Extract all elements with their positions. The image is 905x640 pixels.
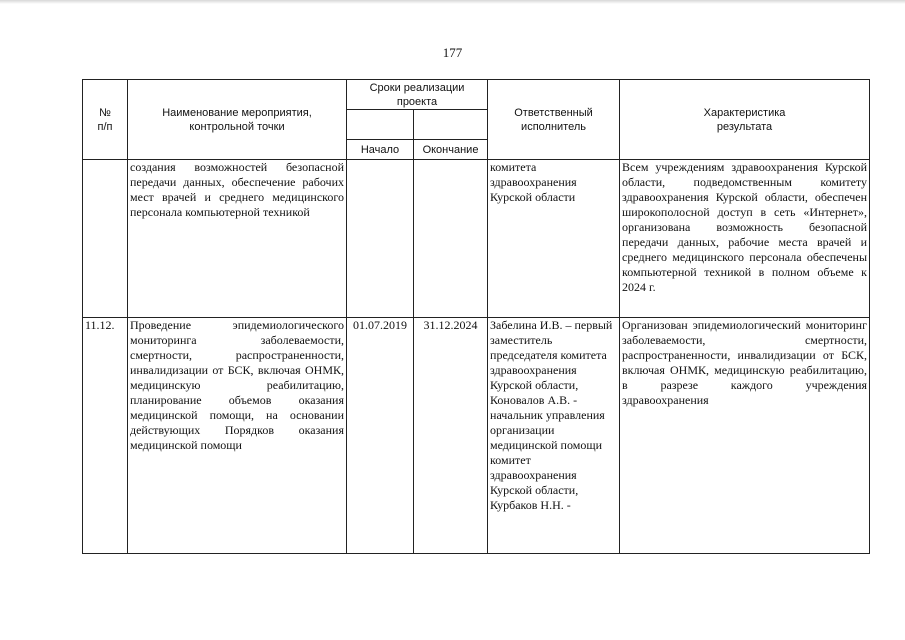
row-end-date: 31.12.2024 xyxy=(414,318,488,554)
row-number: 11.12. xyxy=(83,318,128,554)
header-number: № п/п xyxy=(83,80,128,160)
header-terms-spacer-start xyxy=(347,110,414,140)
header-result: Характеристика результата xyxy=(620,80,870,160)
page-number: 177 xyxy=(442,45,463,60)
header-activity-name: Наименование мероприятия, контрольной точки xyxy=(128,80,347,160)
row-activity-name: создания возможностей безопасной передачи данных, обеспечение рабочих мест врачей и среднего медицинского персонала компьютерной техникой xyxy=(128,160,347,318)
header-responsible: Ответственный исполнитель xyxy=(488,80,620,160)
top-rule xyxy=(0,0,905,4)
row-start-date xyxy=(347,160,414,318)
table-row xyxy=(83,318,870,554)
header-end: Окончание xyxy=(414,140,488,160)
row-number xyxy=(83,160,128,318)
table-row xyxy=(83,160,870,318)
header-terms-spacer-end xyxy=(414,110,488,140)
row-activity-name: Проведение эпидемиологического мониторинга заболеваемости, смертности, распространенности, инвалидизации от БСК, включая ОНМК, медицинскую реабилитацию, планирование объемов оказания медицинской помощи, на основании действующих Порядков оказания медицинской помощи xyxy=(128,318,347,554)
row-start-date: 01.07.2019 xyxy=(347,318,414,554)
row-responsible: комитета здравоохранения Курской области xyxy=(488,160,620,318)
header-start: Начало xyxy=(347,140,414,160)
row-responsible: Забелина И.В. – первый заместитель председателя комитета здравоохранения Курской области, Коновалов А.В. - начальник управления организации медицинской помощи комитет здравоохранения Курской области, Курбаков Н.Н. - xyxy=(488,318,620,554)
row-result: Всем учреждениям здравоохранения Курской области, подведомственным комитету здравоохранения Курской области, обеспечен широкополосной доступ в сеть «Интернет», организована возможность безопасной передачи данных, рабочие места врачей и среднего медицинского персонала обеспечены компьютерной техникой в полном объеме к 2024 г. xyxy=(620,160,870,318)
activities-table xyxy=(82,79,870,554)
row-result: Организован эпидемиологический мониторинг заболеваемости, смертности, распространенности, инвалидизации от БСК, включая ОНМК, медицинскую реабилитацию, в разрезе каждого учреждения здравоохранения xyxy=(620,318,870,554)
row-end-date xyxy=(414,160,488,318)
header-terms: Сроки реализации проекта xyxy=(347,80,488,110)
